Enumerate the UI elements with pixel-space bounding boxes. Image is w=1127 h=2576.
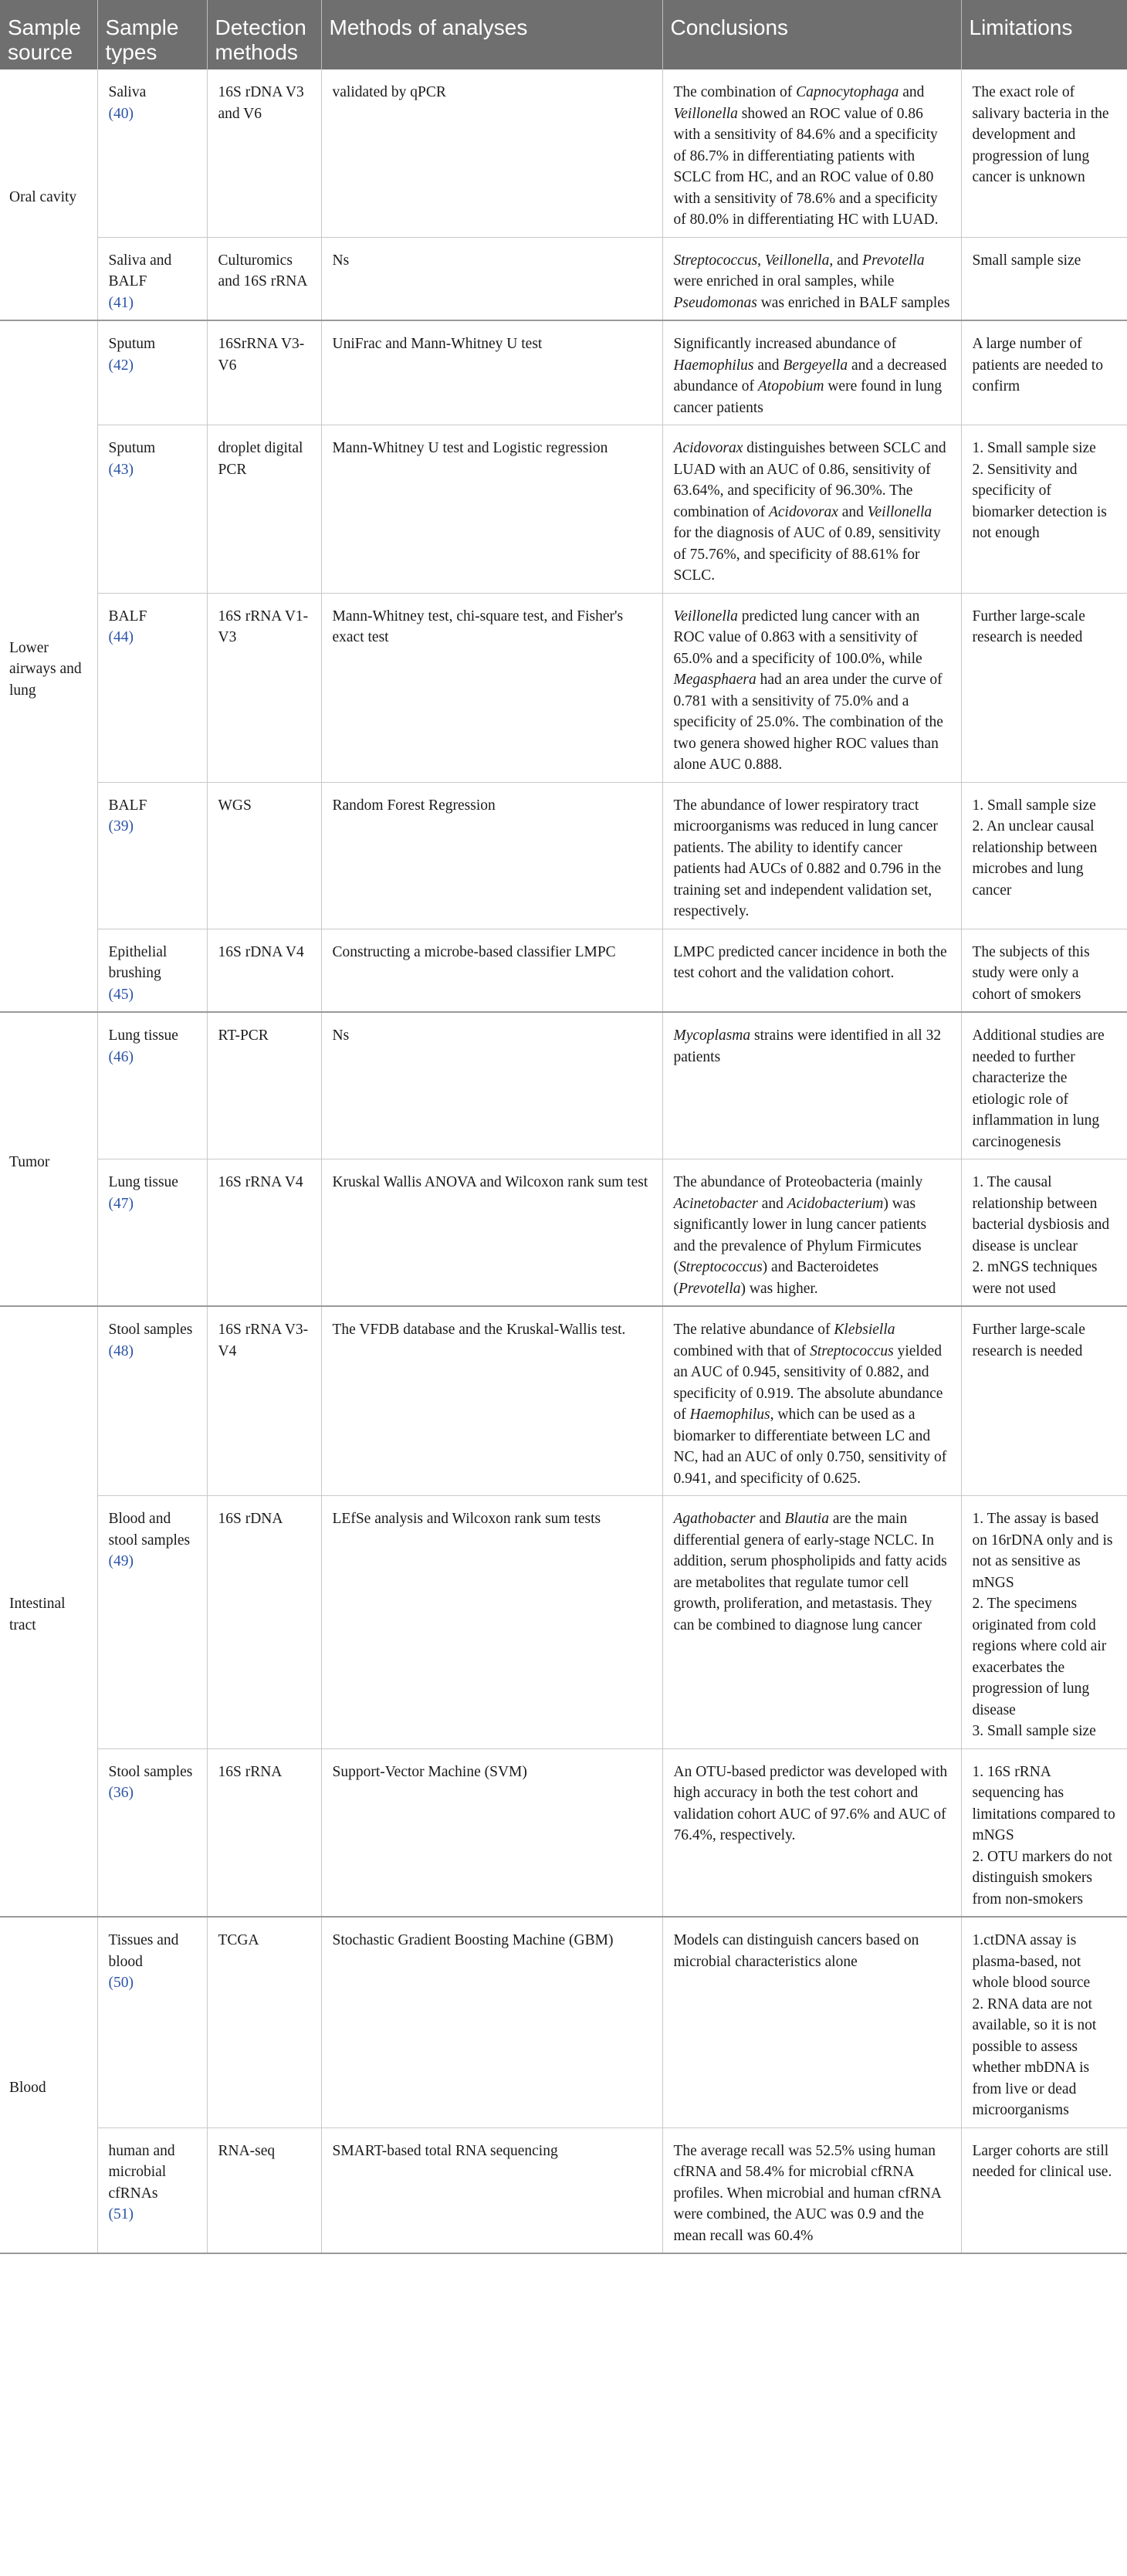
conclusion-text: were found in lung cancer patients <box>673 378 943 416</box>
limitation-item: 2. RNA data are not available, so it is not possible to assess whether mbDNA is from live or dead microorganisms <box>972 1995 1097 2118</box>
sample-type-cell <box>97 1159 207 1307</box>
genus-name: Atopobium <box>757 378 824 394</box>
genus-name: Streptococcus <box>810 1342 894 1359</box>
sample-source-cell: Tumor <box>0 1012 97 1306</box>
reference-link[interactable]: (47) <box>108 1195 134 1212</box>
table-row <box>0 929 1127 1012</box>
conclusion-text: , which can be used as a biomarker to differentiate between LC and NC, had an AUC of only 0.750, sensitivity of 0.941, and specificity of 0.625. <box>673 1406 947 1487</box>
genus-name: Veillonella <box>764 252 830 269</box>
table-row <box>0 593 1127 782</box>
limitations-cell <box>961 69 1127 237</box>
conclusion-cell <box>662 320 961 425</box>
reference-link[interactable]: (45) <box>108 986 134 1003</box>
table-row <box>0 237 1127 320</box>
sample-type-cell <box>97 929 207 1012</box>
sample-type-cell <box>97 1496 207 1749</box>
analysis-method-cell: Mann-Whitney U test and Logistic regression <box>321 425 662 594</box>
conclusion-text: and <box>838 503 868 520</box>
analysis-method-cell: Stochastic Gradient Boosting Machine (GBM) <box>321 1917 662 2127</box>
sample-type-cell <box>97 1012 207 1159</box>
reference-link[interactable]: (48) <box>108 1342 134 1359</box>
limitations-cell <box>961 1012 1127 1159</box>
genus-name: Streptococcus <box>679 1259 763 1275</box>
conclusion-text: and <box>899 84 925 100</box>
table-row <box>0 782 1127 929</box>
conclusion-text: The abundance of Proteobacteria (mainly <box>673 1174 923 1190</box>
analysis-method-cell: Ns <box>321 1012 662 1159</box>
reference-link[interactable]: (42) <box>108 357 134 374</box>
genus-name: Veillonella <box>867 503 932 520</box>
conclusion-text: Significantly increased abundance of <box>673 336 897 352</box>
conclusion-cell <box>662 1917 961 2127</box>
detection-method-cell: 16S rRNA <box>207 1748 321 1917</box>
conclusion-cell <box>662 1306 961 1496</box>
genus-name: Haemophilus <box>689 1406 770 1423</box>
sample-type-cell <box>97 1306 207 1496</box>
sample-source-cell: Lower airways and lung <box>0 320 97 1012</box>
header-methods-of-analyses: Methods of analyses <box>321 0 662 69</box>
conclusion-text: had an area under the curve of 0.781 with a sensitivity of 75.0% and a specificity of 25.0%. The combination of the two genera showed higher ROC values than alone AUC 0.888. <box>673 672 943 773</box>
conclusion-cell <box>662 1159 961 1307</box>
detection-method-cell: 16S rDNA V3 and V6 <box>207 69 321 237</box>
analysis-method-cell: Ns <box>321 237 662 320</box>
conclusion-cell <box>662 1496 961 1749</box>
sample-type-cell <box>97 593 207 782</box>
conclusion-text: The combination of <box>673 84 797 100</box>
genus-name: Veillonella <box>673 105 738 122</box>
limitations-cell <box>961 320 1127 425</box>
conclusion-text: , and <box>829 252 863 269</box>
limitation-item: 1. 16S rRNA sequencing has limitations compared to mNGS <box>972 1763 1115 1843</box>
limitation-item: 2. mNGS techniques were not used <box>972 1259 1098 1297</box>
detection-method-cell: 16S rRNA V4 <box>207 1159 321 1307</box>
reference-link[interactable]: (49) <box>108 1553 134 1569</box>
analysis-method-cell: Support-Vector Machine (SVM) <box>321 1748 662 1917</box>
conclusion-text: yielded an AUC of 0.945, sensitivity of 0.882, and specificity of 0.919. The absolute abundance of <box>673 1342 943 1423</box>
conclusion-text: The average recall was 52.5% using human cfRNA and 58.4% for microbial cfRNA profiles. When microbial and human cfRNA were combined, the AUC was 0.9 and the mean recall was 60.4% <box>673 2142 941 2244</box>
conclusion-cell <box>662 425 961 594</box>
limitations-cell <box>961 1496 1127 1749</box>
analysis-method-cell: UniFrac and Mann-Whitney U test <box>321 320 662 425</box>
table-row <box>0 1012 1127 1159</box>
analysis-method-cell: Mann-Whitney test, chi-square test, and Fisher's exact test <box>321 593 662 782</box>
sample-type-cell <box>97 1917 207 2127</box>
conclusion-cell <box>662 69 961 237</box>
limitation-item: 2. The specimens originated from cold regions where cold air exacerbates the progression of lung disease <box>972 1596 1107 1718</box>
reference-link[interactable]: (41) <box>108 294 134 311</box>
sample-type-cell <box>97 237 207 320</box>
detection-method-cell: TCGA <box>207 1917 321 2127</box>
sample-type-label: Stool samples <box>108 1322 193 1338</box>
table-row <box>0 320 1127 425</box>
reference-link[interactable]: (44) <box>108 629 134 645</box>
conclusion-text: combined with that of <box>673 1342 811 1359</box>
analysis-method-cell: Kruskal Wallis ANOVA and Wilcoxon rank sum test <box>321 1159 662 1307</box>
header-conclusions: Conclusions <box>662 0 961 69</box>
sample-type-label: Lung tissue <box>108 1027 178 1044</box>
genus-name: Mycoplasma <box>673 1027 751 1044</box>
genus-name: Prevotella <box>862 252 925 269</box>
sample-type-label: Saliva and BALF <box>108 252 172 289</box>
sample-source-cell: Oral cavity <box>0 69 97 320</box>
sample-type-label: BALF <box>108 608 147 625</box>
conclusion-text: Models can distinguish cancers based on microbial characteristics alone <box>673 1932 919 1970</box>
sample-type-label: human and microbial cfRNAs <box>108 2142 175 2202</box>
sample-type-label: Saliva <box>108 84 147 100</box>
sample-source-cell: Blood <box>0 1917 97 2253</box>
genus-name: Blautia <box>784 1511 829 1527</box>
reference-link[interactable]: (51) <box>108 2206 134 2222</box>
conclusion-text: distinguishes between SCLC and LUAD with an AUC of 0.86, sensitivity of 63.64%, and specificity of 96.30%. The combination of <box>673 440 946 520</box>
analysis-method-cell: validated by qPCR <box>321 69 662 237</box>
sample-type-cell <box>97 782 207 929</box>
conclusion-cell <box>662 1748 961 1917</box>
detection-method-cell: 16SrRNA V3-V6 <box>207 320 321 425</box>
genus-name: Megasphaera <box>673 672 756 688</box>
limitation-item: A large number of patients are needed to confirm <box>972 336 1103 394</box>
sample-type-cell <box>97 69 207 237</box>
conclusion-text: ) and Bacteroidetes ( <box>673 1259 879 1297</box>
genus-name: Veillonella <box>673 608 738 625</box>
limitation-item: 1. Small sample size <box>972 797 1096 814</box>
limitation-item: 1. The assay is based on 16rDNA only and is not as sensitive as mNGS <box>972 1511 1113 1591</box>
conclusion-text: ) was significantly lower in lung cancer patients and the prevalence of Phylum Firmicutes ( <box>673 1195 927 1275</box>
limitation-item: Further large-scale research is needed <box>972 608 1085 645</box>
limitations-cell <box>961 782 1127 929</box>
conclusion-text: and <box>755 1511 785 1527</box>
sample-type-label: Sputum <box>108 440 156 456</box>
sample-type-label: Lung tissue <box>108 1174 178 1190</box>
detection-method-cell: RT-PCR <box>207 1012 321 1159</box>
conclusion-text: ) was higher. <box>740 1280 818 1297</box>
conclusion-cell <box>662 237 961 320</box>
conclusion-text: predicted lung cancer with an ROC value of 0.863 with a sensitivity of 65.0% and a specificity of 100.0%, while <box>673 608 922 667</box>
conclusion-text: , <box>757 252 765 269</box>
conclusion-text: and a decreased abundance of <box>673 357 947 394</box>
header-sample-source: Sample source <box>0 0 97 69</box>
genus-name: Prevotella <box>679 1280 741 1297</box>
reference-link[interactable]: (39) <box>108 818 134 834</box>
genus-name: Haemophilus <box>673 357 754 374</box>
limitation-item: 2. OTU markers do not distinguish smokers from non-smokers <box>972 1848 1112 1907</box>
detection-method-cell: 16S rDNA V4 <box>207 929 321 1012</box>
sample-type-cell <box>97 320 207 425</box>
genus-name: Acinetobacter <box>673 1195 758 1212</box>
reference-link[interactable]: (50) <box>108 1975 134 1991</box>
limitation-item: 3. Small sample size <box>972 1723 1096 1739</box>
conclusion-text: was enriched in BALF samples <box>756 294 950 311</box>
conclusion-text: The relative abundance of <box>673 1322 834 1338</box>
limitation-item: 1. Small sample size <box>972 440 1096 456</box>
analysis-method-cell: LEfSe analysis and Wilcoxon rank sum tests <box>321 1496 662 1749</box>
detection-method-cell: 16S rRNA V3-V4 <box>207 1306 321 1496</box>
limitations-cell <box>961 1159 1127 1307</box>
limitation-item: 2. An unclear causal relationship between microbes and lung cancer <box>972 818 1098 899</box>
table-row <box>0 1496 1127 1749</box>
table-row <box>0 425 1127 594</box>
conclusion-text: LMPC predicted cancer incidence in both the test cohort and the validation cohort. <box>673 943 947 981</box>
sample-type-label: Stool samples <box>108 1763 193 1780</box>
genus-name: Agathobacter <box>673 1511 756 1527</box>
limitation-item: Additional studies are needed to further characterize the etiologic role of inflammation in lung carcinogenesis <box>972 1027 1105 1150</box>
table-row <box>0 1748 1127 1917</box>
conclusion-text: The abundance of lower respiratory tract microorganisms was reduced in lung cancer patients. The ability to identify cancer patients had AUCs of 0.882 and 0.796 in the training set and independent validation set, respectively. <box>673 797 942 919</box>
detection-method-cell: Culturomics and 16S rRNA <box>207 237 321 320</box>
table-row <box>0 1306 1127 1496</box>
conclusion-text: strains were identified in all 32 patients <box>673 1027 942 1065</box>
genus-name: Bergeyella <box>783 357 848 374</box>
conclusion-text: were enriched in oral samples, while <box>673 273 895 289</box>
header-row <box>0 0 1127 69</box>
conclusion-cell <box>662 593 961 782</box>
sample-type-cell <box>97 1748 207 1917</box>
conclusion-cell <box>662 2127 961 2253</box>
limitations-cell <box>961 929 1127 1012</box>
reference-link[interactable]: (46) <box>108 1048 134 1065</box>
limitations-cell <box>961 593 1127 782</box>
analysis-method-cell: The VFDB database and the Kruskal-Wallis test. <box>321 1306 662 1496</box>
conclusion-cell <box>662 782 961 929</box>
table-row <box>0 1159 1127 1307</box>
limitation-item: 1. The causal relationship between bacterial dysbiosis and disease is unclear <box>972 1174 1110 1254</box>
detection-method-cell: WGS <box>207 782 321 929</box>
conclusion-text: showed an ROC value of 0.86 with a sensitivity of 84.6% and a specificity of 86.7% in differentiating patients with SCLC from HC, and an ROC value of 0.80 with a sensitivity of 78.6% and a specificity of 80.0% in differentiating HC with LUAD. <box>673 105 939 228</box>
genus-name: Streptococcus <box>673 252 758 269</box>
analysis-method-cell: Constructing a microbe-based classifier LMPC <box>321 929 662 1012</box>
sample-type-cell <box>97 425 207 594</box>
limitations-cell <box>961 237 1127 320</box>
limitation-item: The exact role of salivary bacteria in the development and progression of lung cancer is unknown <box>972 84 1109 185</box>
header-detection-methods: Detection methods <box>207 0 321 69</box>
table-row <box>0 1917 1127 2127</box>
table-row <box>0 69 1127 237</box>
genus-name: Capnocytophaga <box>796 84 899 100</box>
analysis-method-cell: SMART-based total RNA sequencing <box>321 2127 662 2253</box>
table-body <box>0 69 1127 2253</box>
limitations-cell <box>961 1306 1127 1496</box>
table-row <box>0 2127 1127 2253</box>
limitations-cell <box>961 1748 1127 1917</box>
header-limitations: Limitations <box>961 0 1127 69</box>
table-header <box>0 0 1127 69</box>
genus-name: Acidovorax <box>673 440 743 456</box>
limitations-cell <box>961 425 1127 594</box>
limitation-item: 2. Sensitivity and specificity of biomarker detection is not enough <box>972 461 1107 541</box>
conclusion-text: are the main differential genera of early-stage NCLC. In addition, serum phospholipids and fatty acids are metabolites that regulate tumor cell growth, proliferation, and metastasis. They can be combined to diagnose lung cancer <box>673 1511 947 1633</box>
conclusion-cell <box>662 929 961 1012</box>
analysis-method-cell: Random Forest Regression <box>321 782 662 929</box>
detection-method-cell: RNA-seq <box>207 2127 321 2253</box>
header-sample-types: Sample types <box>97 0 207 69</box>
reference-link[interactable]: (43) <box>108 461 134 478</box>
limitation-item: Larger cohorts are still needed for clinical use. <box>972 2142 1112 2180</box>
detection-method-cell: droplet digital PCR <box>207 425 321 594</box>
conclusion-text: An OTU-based predictor was developed with high accuracy in both the test cohort and validation cohort AUC of 97.6% and AUC of 76.4%, respectively. <box>673 1763 948 1843</box>
reference-link[interactable]: (40) <box>108 105 134 122</box>
detection-method-cell: 16S rDNA <box>207 1496 321 1749</box>
limitation-item: 1.ctDNA assay is plasma-based, not whole blood source <box>972 1932 1091 1991</box>
sample-type-label: BALF <box>108 797 147 814</box>
conclusion-text: and <box>753 357 783 374</box>
limitations-cell <box>961 2127 1127 2253</box>
genus-name: Pseudomonas <box>673 294 757 311</box>
sample-type-cell <box>97 2127 207 2253</box>
limitation-item: Further large-scale research is needed <box>972 1322 1085 1359</box>
detection-method-cell: 16S rRNA V1-V3 <box>207 593 321 782</box>
conclusion-cell <box>662 1012 961 1159</box>
genus-name: Acidovorax <box>768 503 838 520</box>
genus-name: Acidobacterium <box>787 1195 884 1212</box>
genus-name: Klebsiella <box>834 1322 895 1338</box>
limitation-item: Small sample size <box>972 252 1081 269</box>
sample-type-label: Blood and stool samples <box>108 1511 191 1549</box>
sample-type-label: Sputum <box>108 336 156 352</box>
sample-type-label: Tissues and blood <box>108 1932 179 1970</box>
reference-link[interactable]: (36) <box>108 1785 134 1801</box>
sample-source-cell: Intestinal tract <box>0 1306 97 1917</box>
sample-type-label: Epithelial brushing <box>108 943 168 981</box>
conclusion-text: and <box>757 1195 787 1212</box>
limitation-item: The subjects of this study were only a cohort of smokers <box>972 943 1090 1003</box>
limitations-cell <box>961 1917 1127 2127</box>
conclusion-text: for the diagnosis of AUC of 0.89, sensitivity of 75.76%, and specificity of 88.61% for SCLC. <box>673 525 941 584</box>
